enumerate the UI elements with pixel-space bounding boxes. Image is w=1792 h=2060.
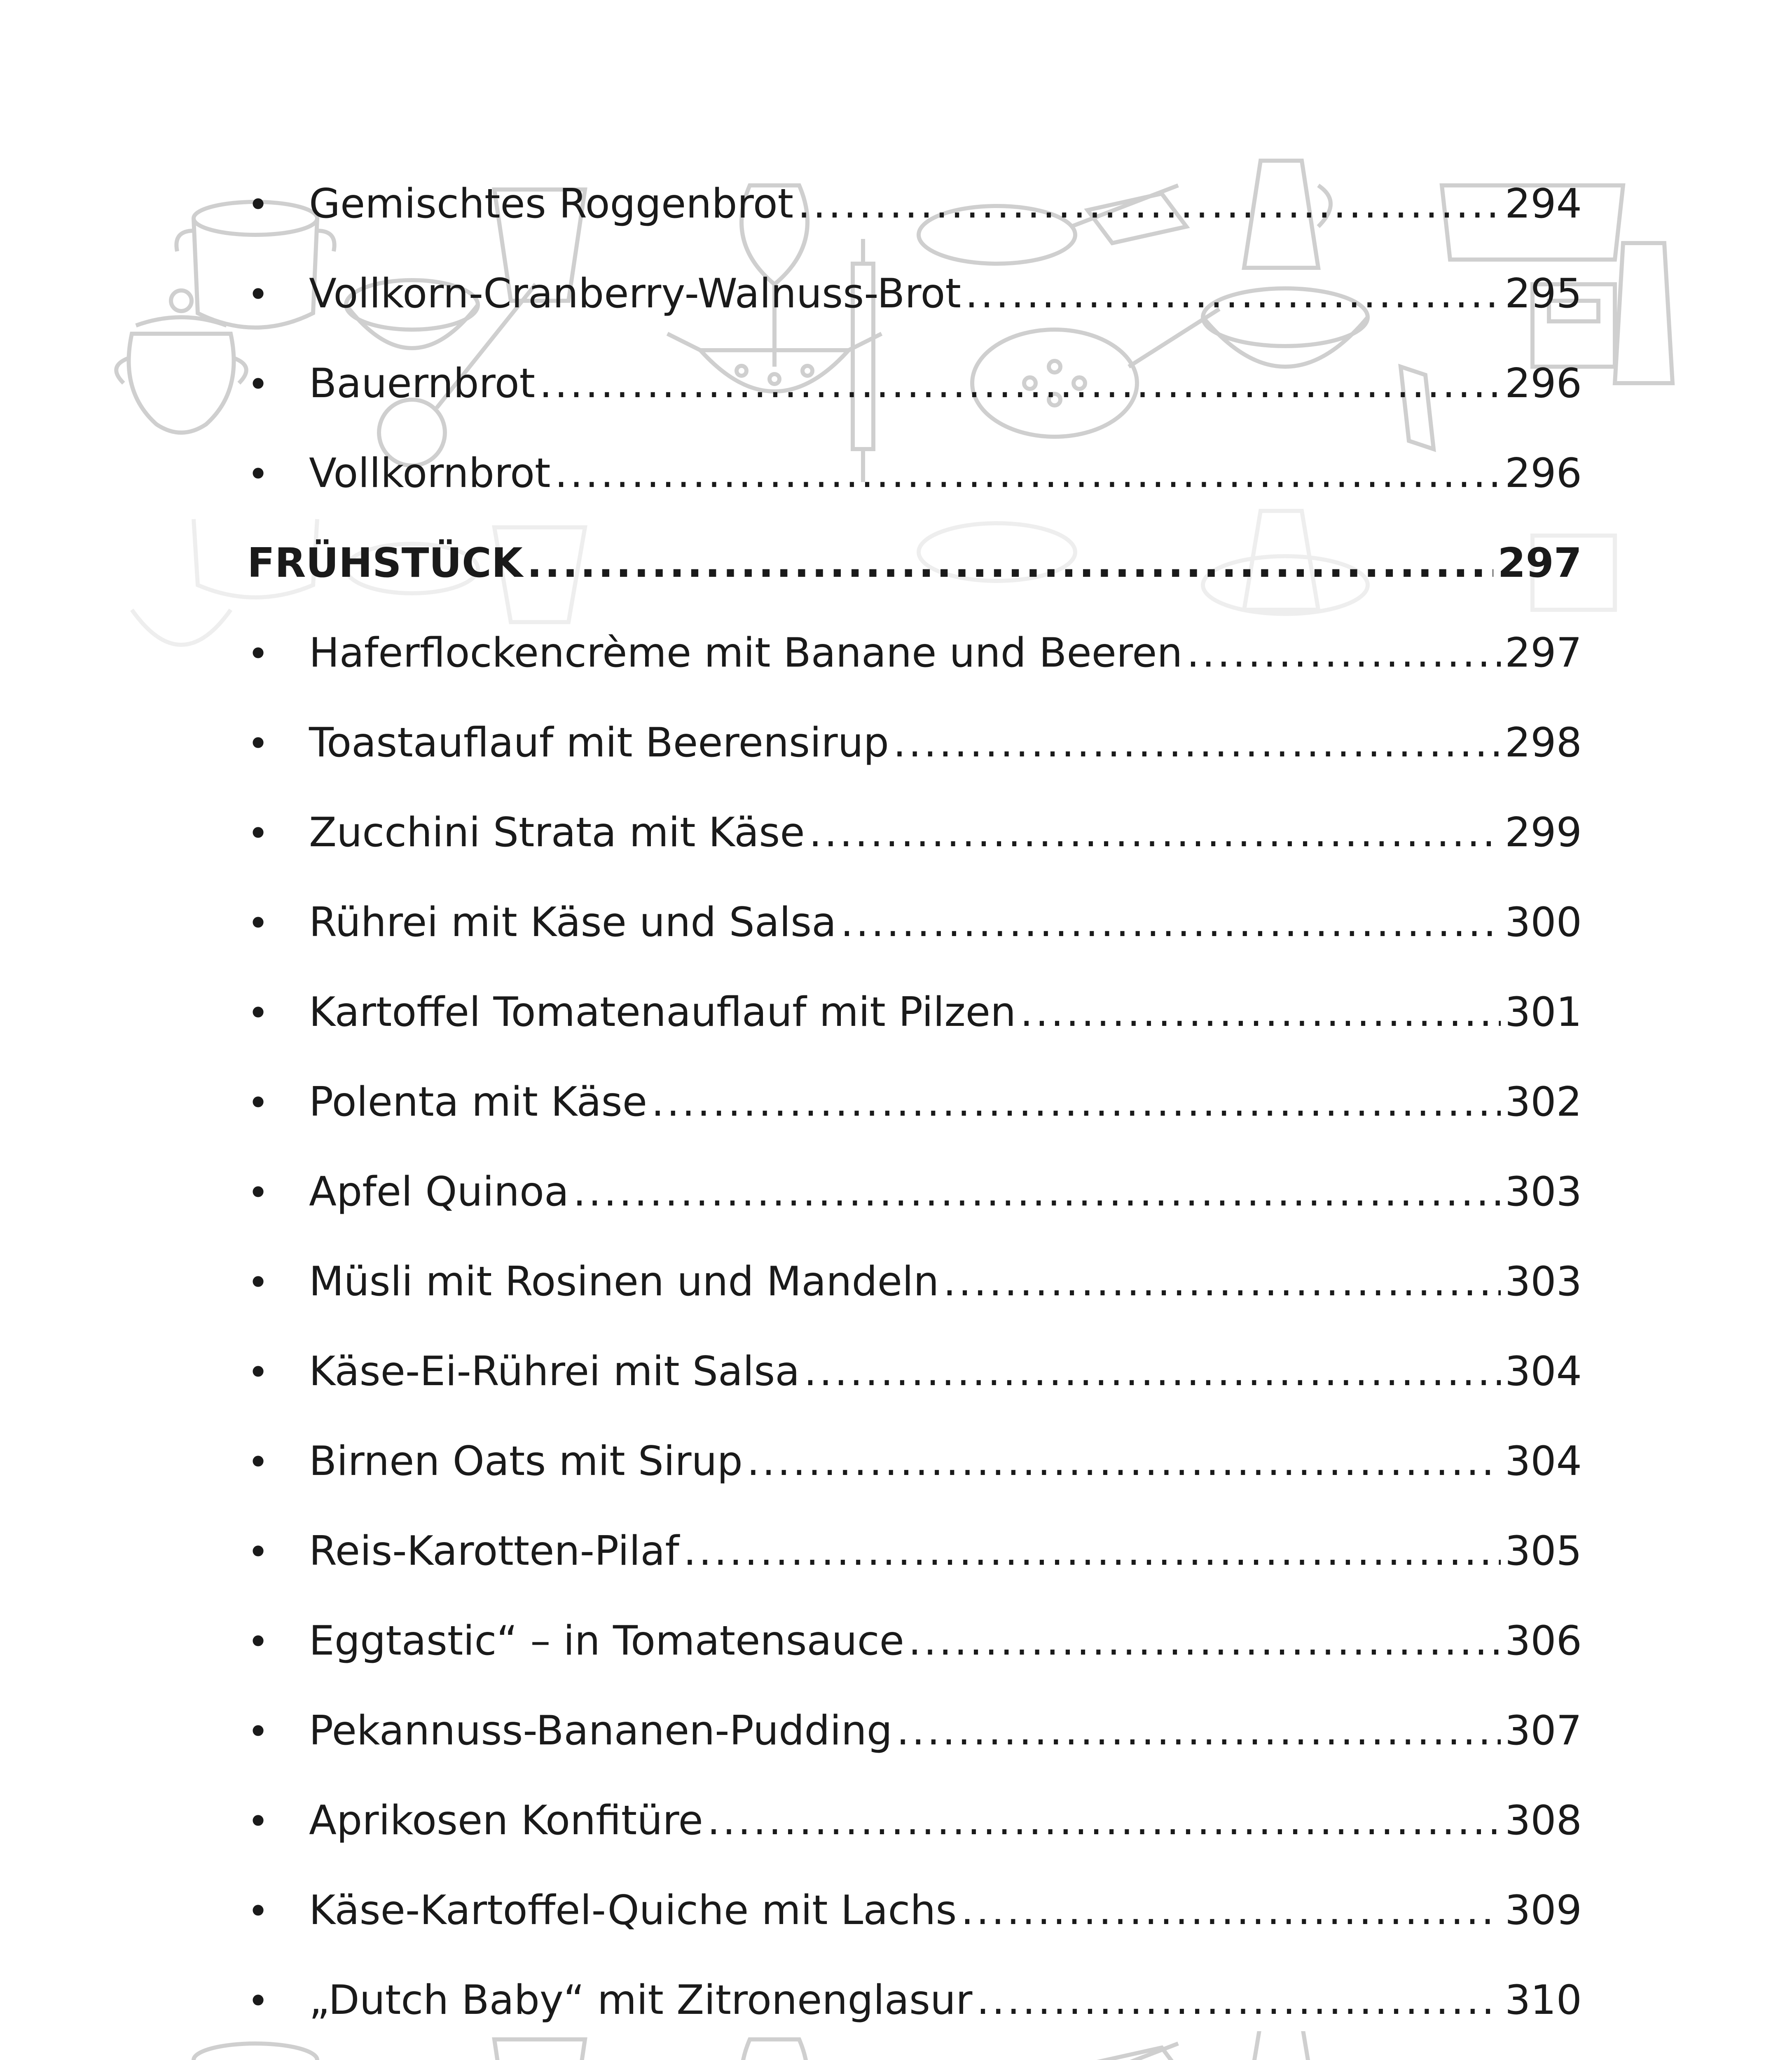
toc-entry-page-number: 296 bbox=[1504, 360, 1582, 407]
toc-entry-page-number: 301 bbox=[1504, 989, 1582, 1036]
grater-icon bbox=[1615, 243, 1673, 383]
toc-entry-title: Kartoffel Tomatenauflauf mit Pilzen bbox=[309, 989, 1016, 1036]
toc-entry-page-number: 306 bbox=[1504, 1618, 1582, 1664]
dot-leader bbox=[554, 445, 1500, 502]
bullet-icon bbox=[247, 356, 309, 414]
toc-entry[interactable] bbox=[247, 1433, 1582, 1522]
toc-entry-page-number: 298 bbox=[1504, 719, 1582, 766]
toc-entry-page-number: 303 bbox=[1504, 1168, 1582, 1215]
toc-entry-page-number: 297 bbox=[1504, 630, 1582, 677]
bullet-icon bbox=[247, 1164, 309, 1222]
toc-entry[interactable] bbox=[247, 1522, 1582, 1612]
bullet-icon bbox=[247, 446, 309, 503]
toc-entry[interactable] bbox=[247, 1612, 1582, 1702]
toc-entry-title: Toastauflauf mit Beerensirup bbox=[309, 719, 889, 766]
table-of-contents bbox=[247, 175, 1582, 2060]
dot-leader bbox=[1187, 624, 1501, 682]
toc-entry-title: Rührei mit Käse und Salsa bbox=[309, 899, 837, 946]
toc-entry-title: Reis-Karotten-Pilaf bbox=[309, 1528, 679, 1575]
bullet-icon bbox=[247, 1254, 309, 1312]
toc-entry-title: Zucchini Strata mit Käse bbox=[309, 809, 805, 856]
toc-entry[interactable] bbox=[247, 1253, 1582, 1343]
toc-entry[interactable] bbox=[247, 355, 1582, 445]
toc-entry-title: Aprikosen Konfitüre bbox=[309, 1797, 703, 1844]
toc-entry-title: Apfel Quinoa bbox=[309, 1168, 569, 1215]
toc-entry[interactable] bbox=[247, 175, 1582, 265]
toc-entry-page-number: 304 bbox=[1504, 1438, 1582, 1485]
toc-entry-title: Gemischtes Roggenbrot bbox=[309, 180, 794, 227]
toc-entry[interactable] bbox=[247, 1163, 1582, 1253]
toc-entry-title: Vollkorn-Cranberry-Walnuss-Brot bbox=[309, 270, 961, 317]
toc-entry-page-number: 304 bbox=[1504, 1348, 1582, 1395]
toc-entry[interactable] bbox=[247, 804, 1582, 894]
bullet-icon bbox=[247, 1973, 309, 2030]
toc-entry-title: Käse-Kartoffel-Quiche mit Lachs bbox=[309, 1887, 957, 1934]
toc-entry-title: Bauernbrot bbox=[309, 360, 536, 407]
toc-entry[interactable] bbox=[247, 983, 1582, 1073]
sugar-bowl-icon bbox=[116, 290, 246, 433]
toc-entry[interactable] bbox=[247, 1792, 1582, 1882]
bullet-icon bbox=[247, 1524, 309, 1581]
dot-leader bbox=[527, 534, 1494, 592]
toc-entry-page-number: 294 bbox=[1504, 180, 1582, 227]
toc-entry-title: Müsli mit Rosinen und Mandeln bbox=[309, 1258, 939, 1305]
dot-leader bbox=[893, 714, 1501, 772]
dot-leader bbox=[943, 1253, 1501, 1311]
toc-entry[interactable] bbox=[247, 714, 1582, 804]
toc-section-heading[interactable] bbox=[247, 534, 1582, 624]
toc-entry-page-number: 307 bbox=[1504, 1707, 1582, 1754]
bullet-icon bbox=[247, 1883, 309, 1941]
dot-leader bbox=[965, 265, 1501, 323]
bullet-icon bbox=[247, 805, 309, 863]
bullet-icon bbox=[247, 1613, 309, 1671]
toc-entry-title: Vollkornbrot bbox=[309, 450, 551, 497]
dot-leader bbox=[976, 1971, 1500, 2029]
toc-entry-page-number: 308 bbox=[1504, 1797, 1582, 1844]
toc-entry-page-number: 296 bbox=[1504, 450, 1582, 497]
bullet-icon bbox=[247, 1434, 309, 1491]
toc-entry-page-number: 299 bbox=[1504, 809, 1582, 856]
toc-entry-title: Birnen Oats mit Sirup bbox=[309, 1438, 743, 1485]
dot-leader bbox=[961, 1882, 1500, 1939]
dot-leader bbox=[840, 894, 1501, 951]
dot-leader bbox=[908, 1612, 1501, 1670]
toc-entry-title: FRÜHSTÜCK bbox=[247, 540, 523, 587]
bullet-icon bbox=[247, 266, 309, 324]
dot-leader bbox=[1020, 983, 1501, 1041]
bullet-icon bbox=[247, 176, 309, 234]
dot-leader bbox=[747, 1433, 1501, 1490]
toc-entry-page-number: 310 bbox=[1504, 1977, 1582, 2024]
bullet-icon bbox=[247, 715, 309, 773]
toc-entry-title: „Dutch Baby“ mit Zitronenglasur bbox=[309, 1977, 973, 2024]
toc-entry-title: Pekannuss-Bananen-Pudding bbox=[309, 1707, 893, 1754]
dot-leader bbox=[683, 1522, 1501, 1580]
toc-entry[interactable] bbox=[247, 265, 1582, 355]
toc-entry[interactable] bbox=[247, 1702, 1582, 1792]
toc-entry[interactable] bbox=[247, 1073, 1582, 1163]
toc-entry-title: Eggtastic“ – in Tomatensauce bbox=[309, 1618, 904, 1664]
toc-entry[interactable] bbox=[247, 624, 1582, 714]
bullet-icon bbox=[247, 1793, 309, 1851]
toc-entry-page-number: 309 bbox=[1504, 1887, 1582, 1934]
bullet-icon bbox=[247, 1074, 309, 1132]
dot-leader bbox=[896, 1702, 1501, 1760]
toc-entry-page-number: 302 bbox=[1504, 1079, 1582, 1126]
dot-leader bbox=[651, 1073, 1501, 1131]
bullet-icon bbox=[247, 985, 309, 1042]
toc-entry-title: Haferflockencrème mit Banane und Beeren bbox=[309, 630, 1183, 677]
bullet-icon bbox=[247, 1344, 309, 1402]
toc-entry-title: Käse-Ei-Rührei mit Salsa bbox=[309, 1348, 800, 1395]
toc-entry[interactable] bbox=[247, 445, 1582, 534]
toc-entry-page-number: 295 bbox=[1504, 270, 1582, 317]
dot-leader bbox=[809, 804, 1501, 861]
toc-entry-page-number: 305 bbox=[1504, 1528, 1582, 1575]
bullet-icon bbox=[247, 625, 309, 683]
toc-entry-page-number: 303 bbox=[1504, 1258, 1582, 1305]
dot-leader bbox=[804, 1343, 1501, 1400]
dot-leader bbox=[539, 355, 1501, 412]
toc-entry[interactable] bbox=[247, 1343, 1582, 1433]
dot-leader bbox=[707, 1792, 1501, 1849]
toc-entry[interactable] bbox=[247, 1971, 1582, 2060]
toc-entry-page-number: 300 bbox=[1504, 899, 1582, 946]
toc-entry[interactable] bbox=[247, 894, 1582, 983]
bullet-icon bbox=[247, 895, 309, 953]
bullet-icon bbox=[247, 1703, 309, 1761]
toc-entry-title: Polenta mit Käse bbox=[309, 1079, 648, 1126]
dot-leader bbox=[798, 175, 1501, 233]
dot-leader bbox=[573, 1163, 1501, 1221]
toc-entry-page-number: 297 bbox=[1497, 540, 1582, 587]
toc-entry[interactable] bbox=[247, 1882, 1582, 1971]
